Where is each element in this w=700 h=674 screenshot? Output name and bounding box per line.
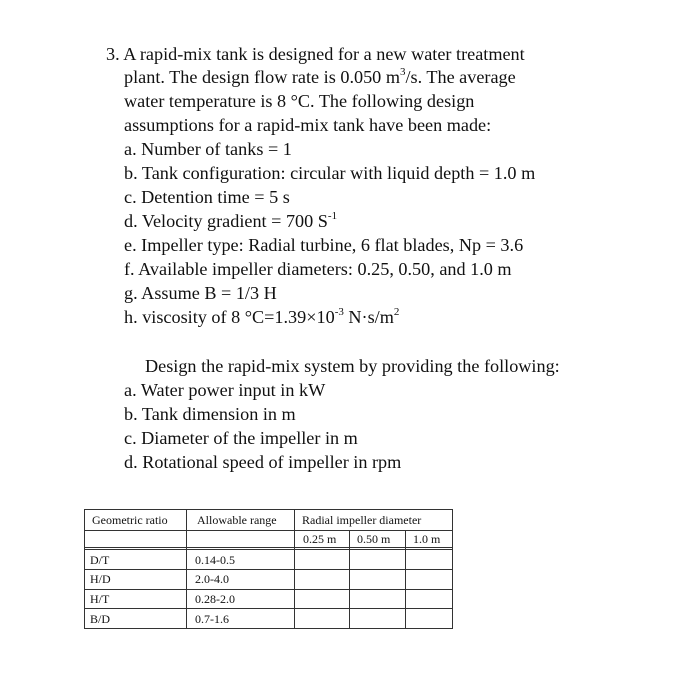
- design-item-d: d. Rotational speed of impeller in rpm: [124, 452, 402, 472]
- assumption-g: g. Assume B = 1/3 H: [124, 283, 277, 303]
- header-radial-impeller-diameter: Radial impeller diameter: [302, 513, 422, 527]
- problem-line-1: 3. A rapid-mix tank is designed for a new water treatment: [106, 44, 525, 64]
- design-item-a: a. Water power input in kW: [124, 380, 326, 400]
- superscript-cubed: 3: [399, 65, 406, 78]
- header-diameter-0-25: 0.25 m: [303, 532, 337, 546]
- design-intro: Design the rapid-mix system by providing the following:: [145, 356, 560, 376]
- assumption-b: b. Tank configuration: circular with liquid depth = 1.0 m: [124, 163, 536, 183]
- row-ratio-b-d: B/D: [90, 612, 111, 626]
- problem-line-3: water temperature is 8 °C. The following design: [124, 91, 475, 111]
- assumption-a: a. Number of tanks = 1: [124, 139, 292, 159]
- row-ratio-d-t: D/T: [90, 553, 110, 567]
- row-range-h-t: 0.28-2.0: [195, 592, 235, 606]
- header-diameter-0-50: 0.50 m: [357, 532, 391, 546]
- header-geometric-ratio: Geometric ratio: [92, 513, 168, 527]
- assumption-f: f. Available impeller diameters: 0.25, 0.50, and 1.0 m: [124, 259, 512, 279]
- row-ratio-h-t: H/T: [90, 592, 110, 606]
- design-item-b: b. Tank dimension in m: [124, 404, 296, 424]
- superscript-minus-three: -3: [334, 305, 344, 318]
- row-range-d-t: 0.14-0.5: [195, 553, 235, 567]
- superscript-minus-one: -1: [327, 209, 338, 222]
- geometric-ratio-table: [84, 509, 453, 629]
- table-grid-lines: [84, 509, 453, 629]
- design-item-c: c. Diameter of the impeller in m: [124, 428, 358, 448]
- problem-line-4: assumptions for a rapid-mix tank have been made:: [124, 115, 492, 135]
- row-range-h-d: 2.0-4.0: [195, 572, 229, 586]
- header-diameter-1-0: 1.0 m: [413, 532, 441, 546]
- assumption-d: d. Velocity gradient = 700 $S^{-1}$: [124, 209, 338, 231]
- header-allowable-range: Allowable range: [197, 513, 277, 527]
- superscript-squared: 2: [393, 305, 400, 318]
- row-ratio-h-d: H/D: [90, 572, 111, 586]
- assumption-e: e. Impeller type: Radial turbine, 6 flat blades, Np = 3.6: [124, 235, 524, 255]
- assumption-h: h. viscosity of 8 $^\circ C=1.39\times 10^{-3}$ $N\cdot s/m^2$: [124, 305, 400, 327]
- assumption-c: c. Detention time = 5 s: [124, 187, 290, 207]
- row-range-b-d: 0.7-1.6: [195, 612, 229, 626]
- problem-line-2: plant. The design flow rate is 0.050 $m^3/s$. The average: [124, 65, 516, 87]
- problem-number: 3.: [106, 44, 120, 64]
